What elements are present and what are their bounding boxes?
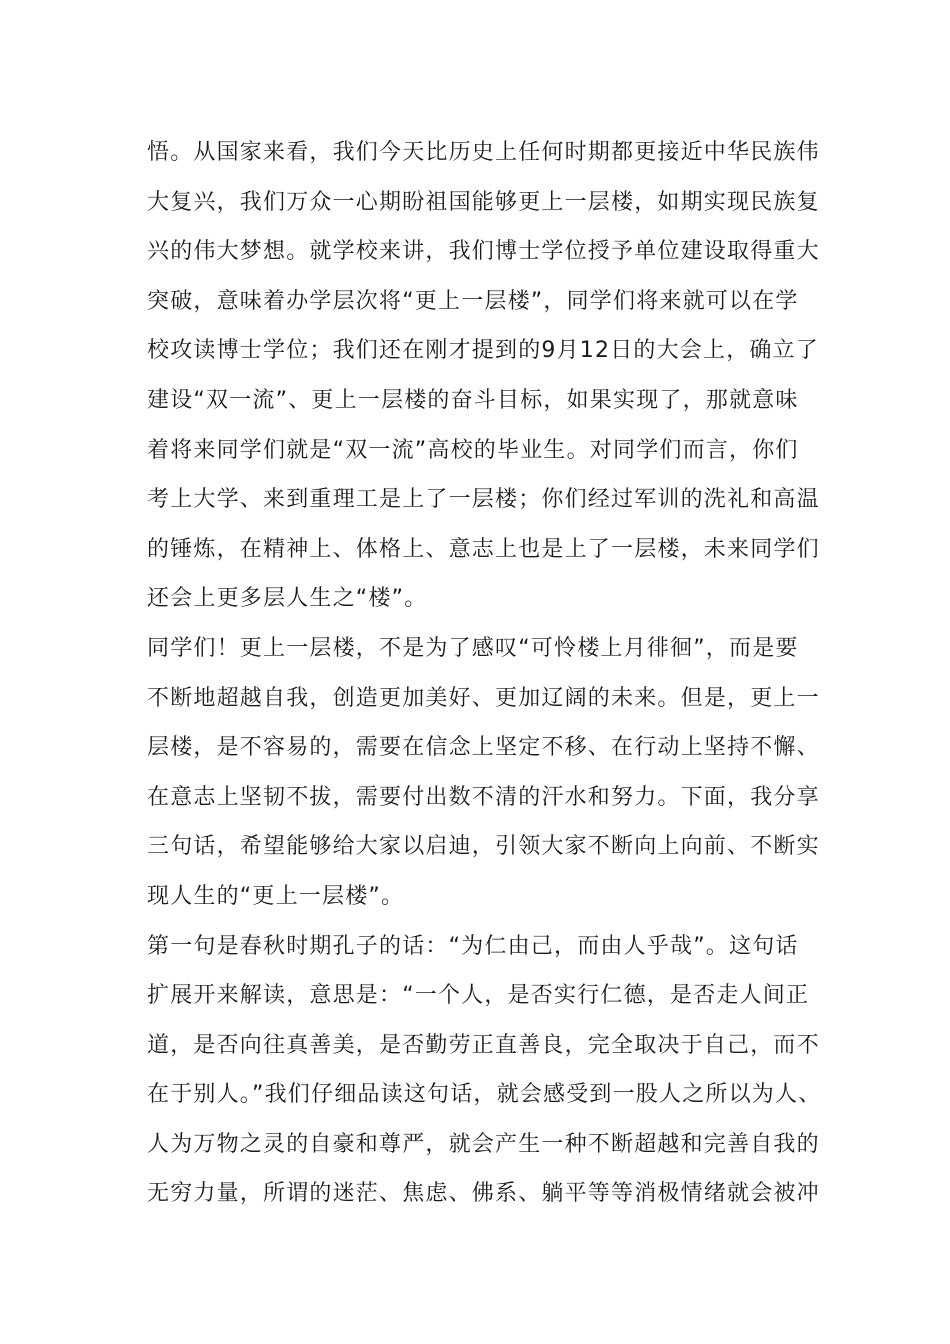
text-line: 在于别人。”我们仔细品读这句话，就会感受到一股人之所以为人、 [147, 1082, 822, 1108]
text-line: 着将来同学们就是“双一流”高校的毕业生。对同学们而言，你们 [147, 437, 799, 463]
text-line: 三句话，希望能够给大家以启迪，引领大家不断向上向前、不断实 [147, 834, 820, 860]
text-line: 同学们！更上一层楼，不是为了感叹“可怜楼上月徘徊”，而是要 [147, 635, 799, 661]
text-line: 突破，意味着办学层次将“更上一层楼”，同学们将来就可以在学 [147, 288, 799, 314]
text-line: 考上大学、来到重理工是上了一层楼；你们经过军训的洗礼和高温 [147, 487, 820, 513]
text-line: 不断地超越自我，创造更加美好、更加辽阔的未来。但是，更上一 [147, 685, 820, 711]
text-line: 无穷力量，所谓的迷茫、焦虑、佛系、躺平等等消极情绪就会被冲 [147, 1181, 820, 1207]
text-line: 大复兴，我们万众一心期盼祖国能够更上一层楼，如期实现民族复 [147, 189, 820, 215]
text-line: 第一句是春秋时期孔子的话：“为仁由己，而由人乎哉”。这句话 [147, 933, 799, 959]
text-line: 校攻读博士学位；我们还在刚才提到的9月12日的大会上，确立了 [147, 338, 819, 364]
text-line: 在意志上坚韧不拔，需要付出数不清的汗水和努力。下面，我分享 [147, 784, 820, 810]
text-line: 兴的伟大梦想。就学校来讲，我们博士学位授予单位建设取得重大 [147, 239, 820, 265]
body-text [147, 128, 837, 1219]
text-line: 的锤炼，在精神上、体格上、意志上也是上了一层楼，未来同学们 [147, 536, 820, 562]
text-line: 现人生的“更上一层楼”。 [147, 883, 405, 909]
text-line: 人为万物之灵的自豪和尊严，就会产生一种不断超越和完善自我的 [147, 1131, 820, 1157]
text-line: 还会上更多层人生之“楼”。 [147, 586, 428, 612]
text-line: 扩展开来解读，意思是：“一个人，是否实行仁德，是否走人间正 [147, 983, 810, 1009]
text-line: 层楼，是不容易的，需要在信念上坚定不移、在行动上坚持不懈、 [147, 735, 820, 761]
text-line: 道，是否向往真善美，是否勤劳正直善良，完全取决于自己，而不 [147, 1032, 820, 1058]
text-line: 建设“双一流”、更上一层楼的奋斗目标，如果实现了，那就意味 [147, 387, 799, 413]
text-line: 悟。从国家来看，我们今天比历史上任何时期都更接近中华民族伟 [147, 140, 820, 165]
